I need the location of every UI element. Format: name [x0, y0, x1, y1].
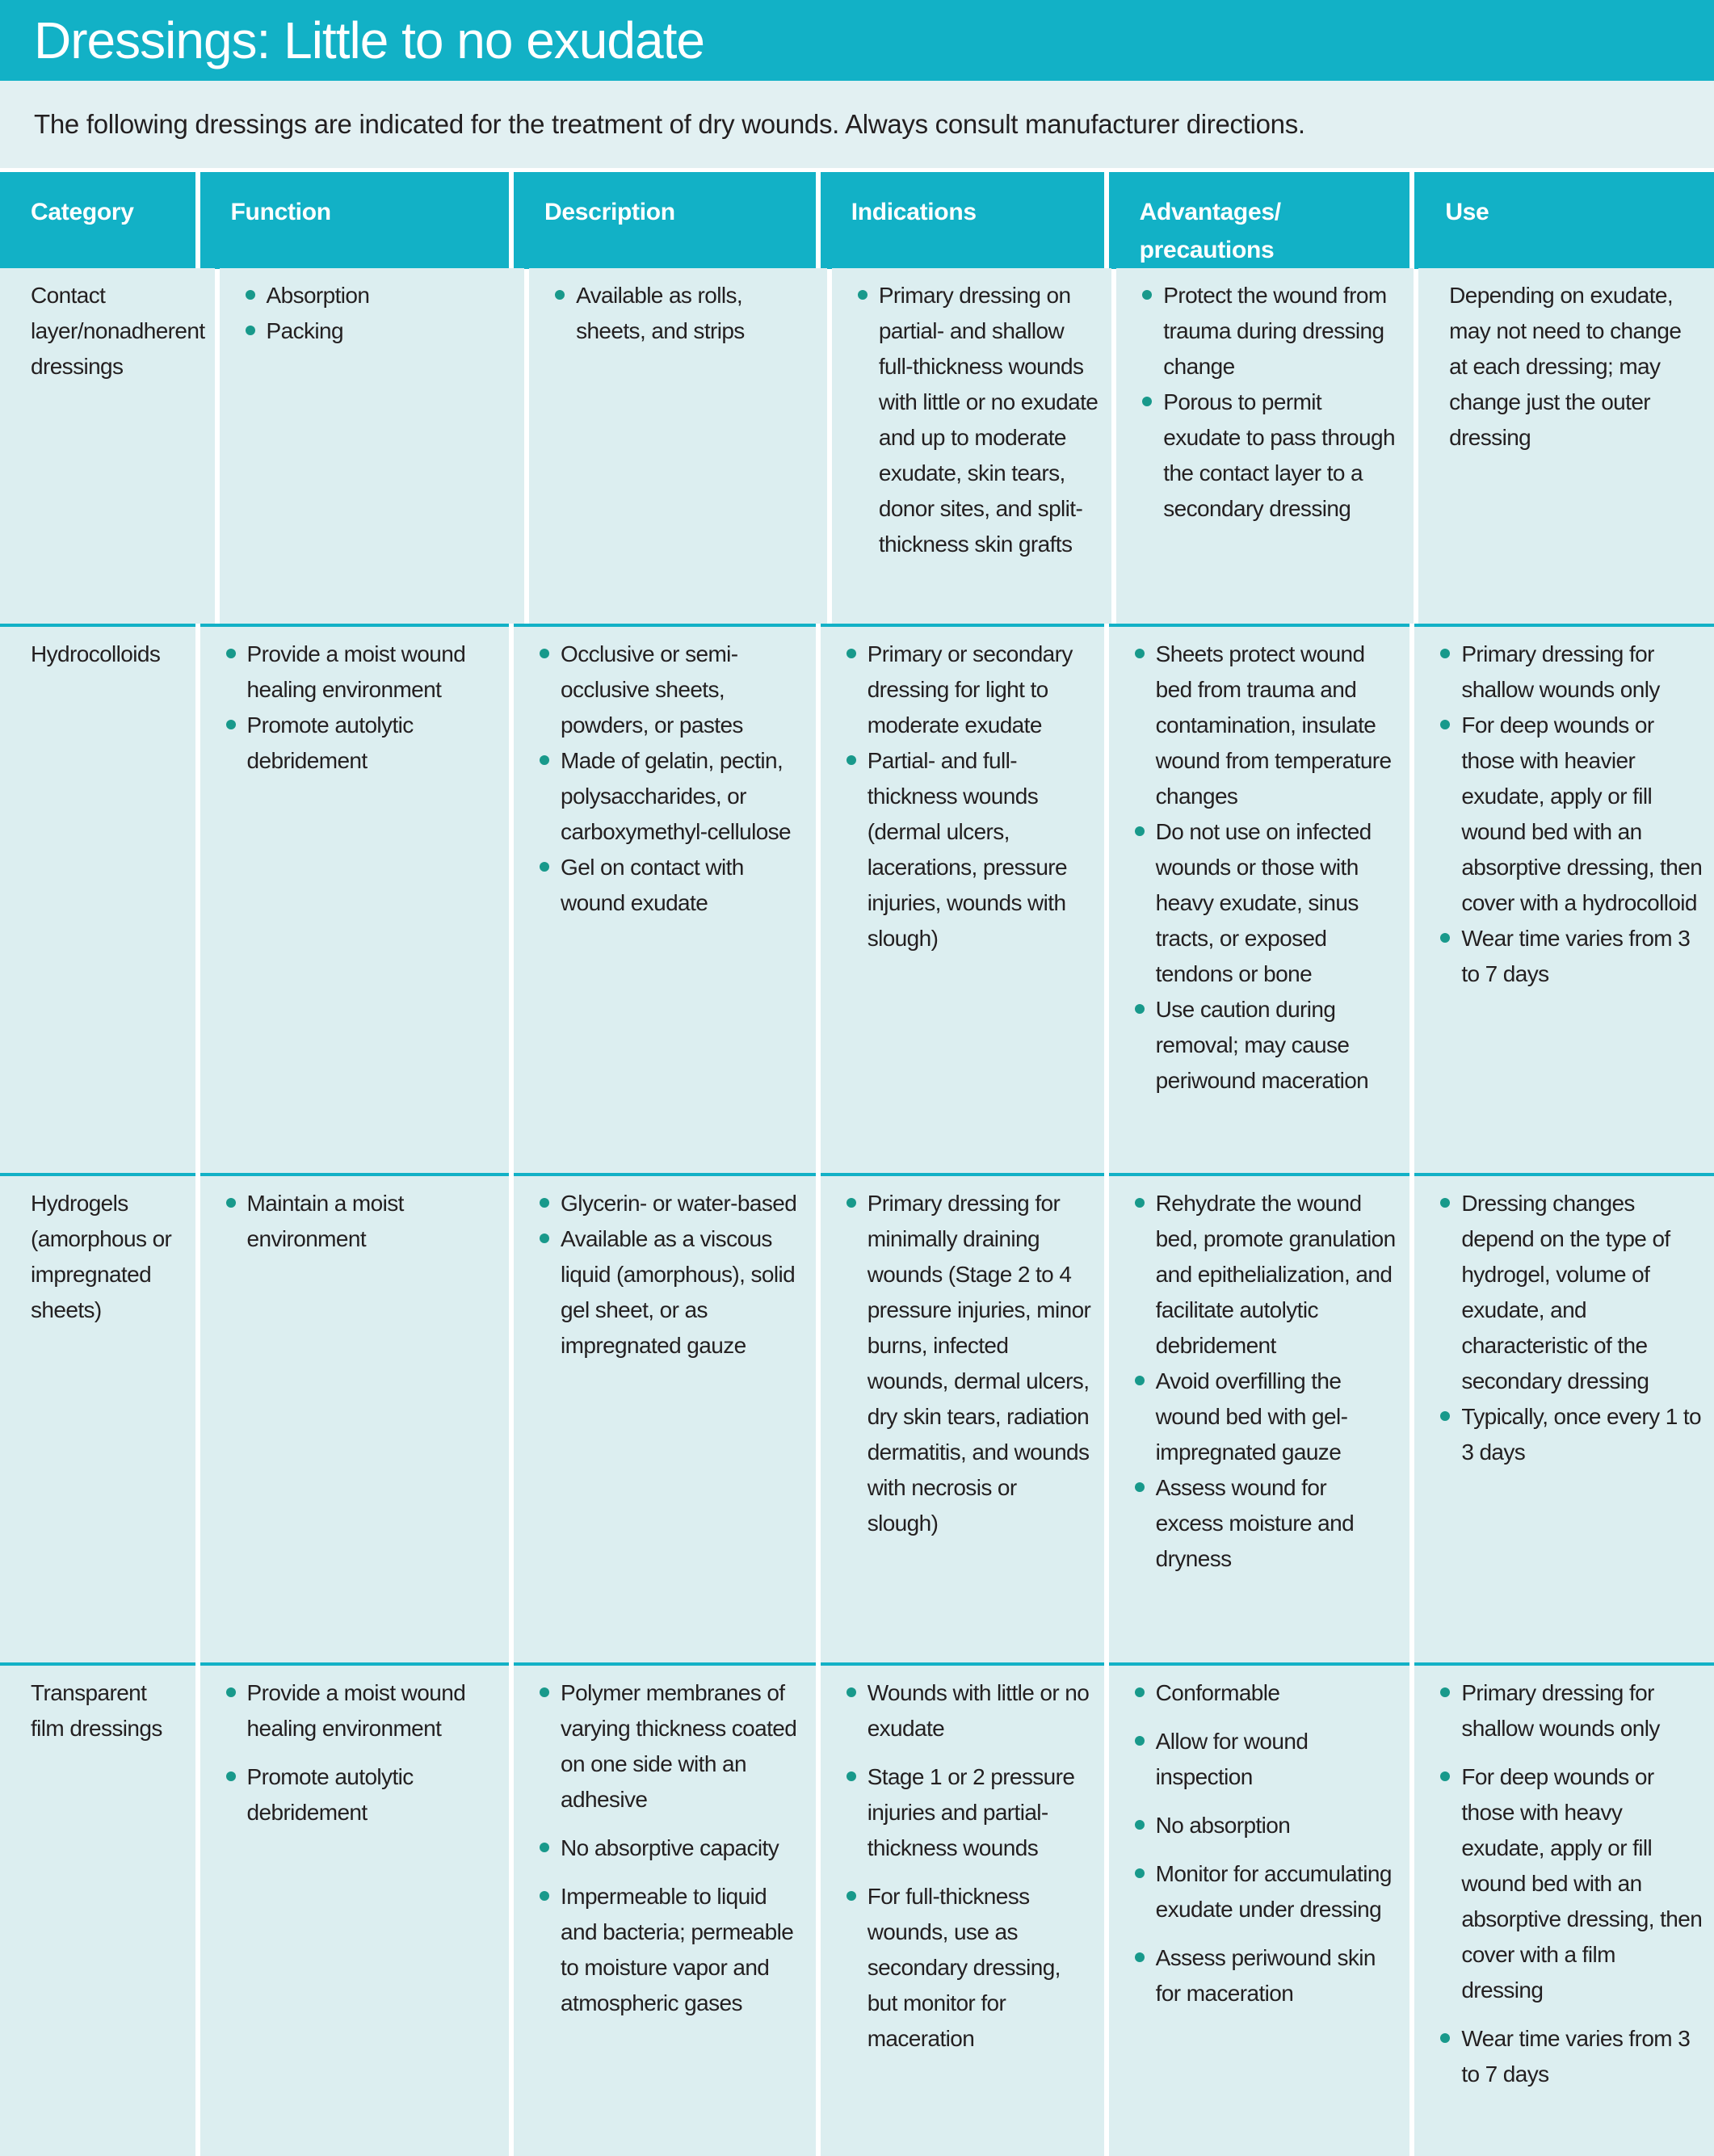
bullet-item: Made of gelatin, pectin, polysaccharides, or carboxymethyl-cellulose: [514, 743, 804, 850]
cell-use: [1414, 1662, 1714, 2156]
cell-advantages: [1109, 1662, 1410, 2156]
function-list: [200, 637, 498, 779]
cell-advantages: [1116, 268, 1414, 624]
column-header-indications: [821, 172, 1104, 269]
table-row: [0, 1662, 1714, 2156]
indications-list: [821, 1675, 1093, 2057]
bullet-item: Wear time varies from 3 to 7 days: [1414, 2021, 1703, 2092]
cell-description: [514, 624, 816, 1173]
bullet-item: Depending on exudate, may not need to change at each dressing; may change just the outer dressing: [1449, 283, 1682, 450]
use-list: [1414, 1675, 1703, 2092]
description-list: [514, 1675, 804, 2021]
indications-list: [821, 637, 1093, 956]
function-list: [220, 278, 514, 349]
bullet-item: Sheets protect wound bed from trauma and contamination, insulate wound from temperature changes: [1109, 637, 1399, 814]
bullet-item: Conformable: [1109, 1675, 1399, 1711]
bullet-item: Provide a moist wound healing environment: [200, 1675, 498, 1746]
bullet-item: Provide a moist wound healing environment: [200, 637, 498, 708]
bullet-item: No absorptive capacity: [514, 1830, 804, 1866]
cell-use: [1418, 268, 1714, 624]
column-header-label: Indications: [851, 199, 977, 225]
cell-indications: [832, 268, 1111, 624]
cell-function: [200, 1173, 510, 1662]
bullet-item: Impermeable to liquid and bacteria; permeable to moisture vapor and atmospheric gases: [514, 1879, 804, 2021]
description-list: [529, 278, 816, 349]
bullet-item: Rehydrate the wound bed, promote granulation and epithelialization, and facilitate autolytic debridement: [1109, 1186, 1399, 1364]
cell-function: [200, 1662, 510, 2156]
description-list: [514, 637, 804, 921]
bullet-item: Stage 1 or 2 pressure injuries and partial-thickness wounds: [821, 1759, 1093, 1866]
bullet-item: Available as rolls, sheets, and strips: [529, 278, 816, 349]
column-header-label: Function: [230, 199, 331, 225]
bullet-item: Partial- and full-thickness wounds (dermal ulcers, lacerations, pressure injuries, wounds with slough): [821, 743, 1093, 956]
table-row: [0, 268, 1714, 624]
advantages-list: [1109, 1675, 1399, 2011]
column-header-use: [1414, 172, 1714, 269]
dressings-table: [0, 172, 1714, 2156]
bullet-item: Primary dressing on partial- and shallow full-thickness wounds with little or no exudate and up to moderate exudate, skin tears, donor sites, and split-thickness skin grafts: [832, 278, 1100, 562]
cell-use: [1414, 1173, 1714, 1662]
page-title: Dressings: Little to no exudate: [34, 11, 704, 69]
cell-category: Contact layer/nonadherent dressings: [0, 268, 215, 624]
cell-function: [220, 268, 525, 624]
cell-category: Hydrogels (amorphous or impregnated sheets): [0, 1173, 195, 1662]
indications-list: [832, 278, 1100, 562]
bullet-item: For full-thickness wounds, use as secondary dressing, but monitor for maceration: [821, 1879, 1093, 2057]
bullet-item: Occlusive or semi-occlusive sheets, powders, or pastes: [514, 637, 804, 743]
bullet-item: Monitor for accumulating exudate under dressing: [1109, 1856, 1399, 1927]
bullet-item: Avoid overfilling the wound bed with gel-impregnated gauze: [1109, 1364, 1399, 1470]
column-header-advantages: [1109, 172, 1410, 269]
bullet-item: Dressing changes depend on the type of hydrogel, volume of exudate, and characteristic of the secondary dressing: [1414, 1186, 1703, 1399]
advantages-list: [1109, 1186, 1399, 1577]
bullet-item: For deep wounds or those with heavy exudate, apply or fill wound bed with an absorptive dressing, then cover with a film dressing: [1414, 1759, 1703, 2008]
bullet-item: Polymer membranes of varying thickness coated on one side with an adhesive: [514, 1675, 804, 1818]
bullet-item: Porous to permit exudate to pass through the contact layer to a secondary dressing: [1116, 385, 1402, 527]
cell-use: [1414, 624, 1714, 1173]
bullet-item: Primary dressing for shallow wounds only: [1414, 1675, 1703, 1746]
cell-advantages: [1109, 1173, 1410, 1662]
table-row: [0, 624, 1714, 1173]
bullet-item: Do not use on infected wounds or those with heavy exudate, sinus tracts, or exposed tendons or bone: [1109, 814, 1399, 992]
bullet-item: Maintain a moist environment: [200, 1186, 498, 1257]
table-body: [0, 268, 1714, 2156]
advantages-list: [1109, 637, 1399, 1099]
cell-category: Transparent film dressings: [0, 1662, 195, 2156]
bullet-item: Gel on contact with wound exudate: [514, 850, 804, 921]
title-bar: [0, 0, 1714, 81]
bullet-item: Primary or secondary dressing for light to moderate exudate: [821, 637, 1093, 743]
column-header-label: Description: [544, 199, 675, 225]
bullet-item: For deep wounds or those with heavier exudate, apply or fill wound bed with an absorptive dressing, then cover with a hydrocolloid: [1414, 708, 1703, 921]
use-list: [1418, 278, 1703, 456]
advantages-list: [1116, 278, 1402, 527]
bullet-item: Promote autolytic debridement: [200, 708, 498, 779]
cell-advantages: [1109, 624, 1410, 1173]
use-list: [1414, 637, 1703, 992]
table-header-row: [0, 172, 1714, 268]
column-header-description: [514, 172, 816, 269]
bullet-item: Allow for wound inspection: [1109, 1724, 1399, 1795]
cell-indications: [821, 624, 1104, 1173]
cell-function: [200, 624, 510, 1173]
function-list: [200, 1675, 498, 1830]
bullet-item: Wear time varies from 3 to 7 days: [1414, 921, 1703, 992]
column-header-function: [200, 172, 510, 269]
bullet-item: Protect the wound from trauma during dressing change: [1116, 278, 1402, 385]
intro-text: The following dressings are indicated for the treatment of dry wounds. Always consult manufacturer directions.: [0, 81, 1714, 168]
cell-description: [514, 1173, 816, 1662]
use-list: [1414, 1186, 1703, 1470]
bullet-item: Use caution during removal; may cause periwound maceration: [1109, 992, 1399, 1099]
cell-description: [514, 1662, 816, 2156]
column-header-category: [0, 172, 195, 269]
bullet-item: Absorption: [220, 278, 514, 313]
bullet-item: Primary dressing for minimally draining wounds (Stage 2 to 4 pressure injuries, minor burns, infected wounds, dermal ulcers, dry skin tears, radiation dermatitis, and wounds with necrosis or slough): [821, 1186, 1093, 1541]
cell-category: Hydrocolloids: [0, 624, 195, 1173]
column-header-label: Category: [31, 199, 134, 225]
bullet-item: Typically, once every 1 to 3 days: [1414, 1399, 1703, 1470]
bullet-item: Assess wound for excess moisture and dryness: [1109, 1470, 1399, 1577]
cell-description: [529, 268, 827, 624]
indications-list: [821, 1186, 1093, 1541]
cell-indications: [821, 1173, 1104, 1662]
bullet-item: Packing: [220, 313, 514, 349]
bullet-item: Primary dressing for shallow wounds only: [1414, 637, 1703, 708]
function-list: [200, 1186, 498, 1257]
description-list: [514, 1186, 804, 1364]
cell-indications: [821, 1662, 1104, 2156]
bullet-item: Glycerin- or water-based: [514, 1186, 804, 1221]
bullet-item: Promote autolytic debridement: [200, 1759, 498, 1830]
bullet-item: Wounds with little or no exudate: [821, 1675, 1093, 1746]
column-header-label: Advantages/: [1139, 199, 1281, 225]
bullet-item: Assess periwound skin for maceration: [1109, 1940, 1399, 2011]
table-row: [0, 1173, 1714, 1662]
bullet-item: No absorption: [1109, 1808, 1399, 1843]
column-header-label-line2: precautions: [1139, 237, 1275, 263]
bullet-item: Available as a viscous liquid (amorphous), solid gel sheet, or as impregnated gauze: [514, 1221, 804, 1364]
column-header-label: Use: [1445, 199, 1489, 225]
